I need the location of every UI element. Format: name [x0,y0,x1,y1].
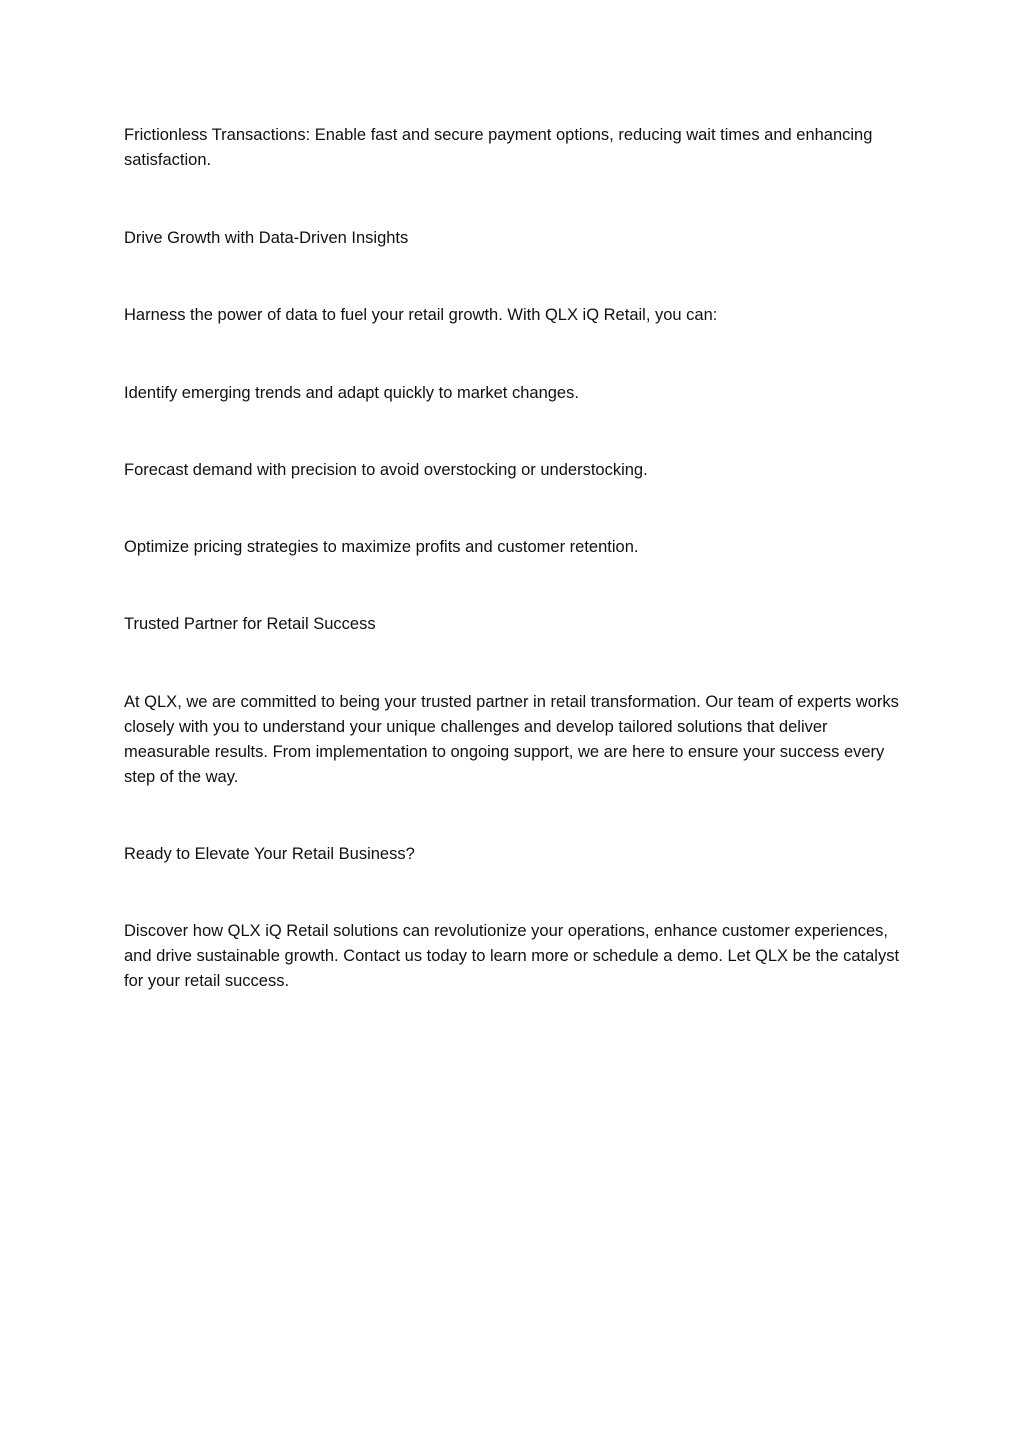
heading-trusted-partner: Trusted Partner for Retail Success [124,615,376,633]
paragraph-optimize-pricing: Optimize pricing strategies to maximize profits and customer retention. [124,538,639,556]
heading-drive-growth: Drive Growth with Data-Driven Insights [124,229,409,247]
paragraph-forecast-demand: Forecast demand with precision to avoid overstocking or understocking. [124,461,648,479]
paragraph-identify-trends: Identify emerging trends and adapt quickly to market changes. [124,384,579,402]
paragraph-harness-data: Harness the power of data to fuel your retail growth. With QLX iQ Retail, you can: [124,306,718,324]
paragraph-frictionless-transactions: Frictionless Transactions: Enable fast and secure payment options, reducing wait times and enhancing satisfaction. [124,126,873,169]
paragraph-discover-qlx: Discover how QLX iQ Retail solutions can revolutionize your operations, enhance customer experiences, and drive sustainable growth. Contact us today to learn more or schedule a demo. Let QLX be the catalyst for your retail success. [124,922,900,990]
paragraph-qlx-commitment: At QLX, we are committed to being your trusted partner in retail transformation. Our team of experts works closely with you to understand your unique challenges and develop tailored solutions that deliver measurable results. From implementation to ongoing support, we are here to ensure your success every step of the way. [124,693,899,786]
heading-ready-to-elevate: Ready to Elevate Your Retail Business? [124,845,415,863]
